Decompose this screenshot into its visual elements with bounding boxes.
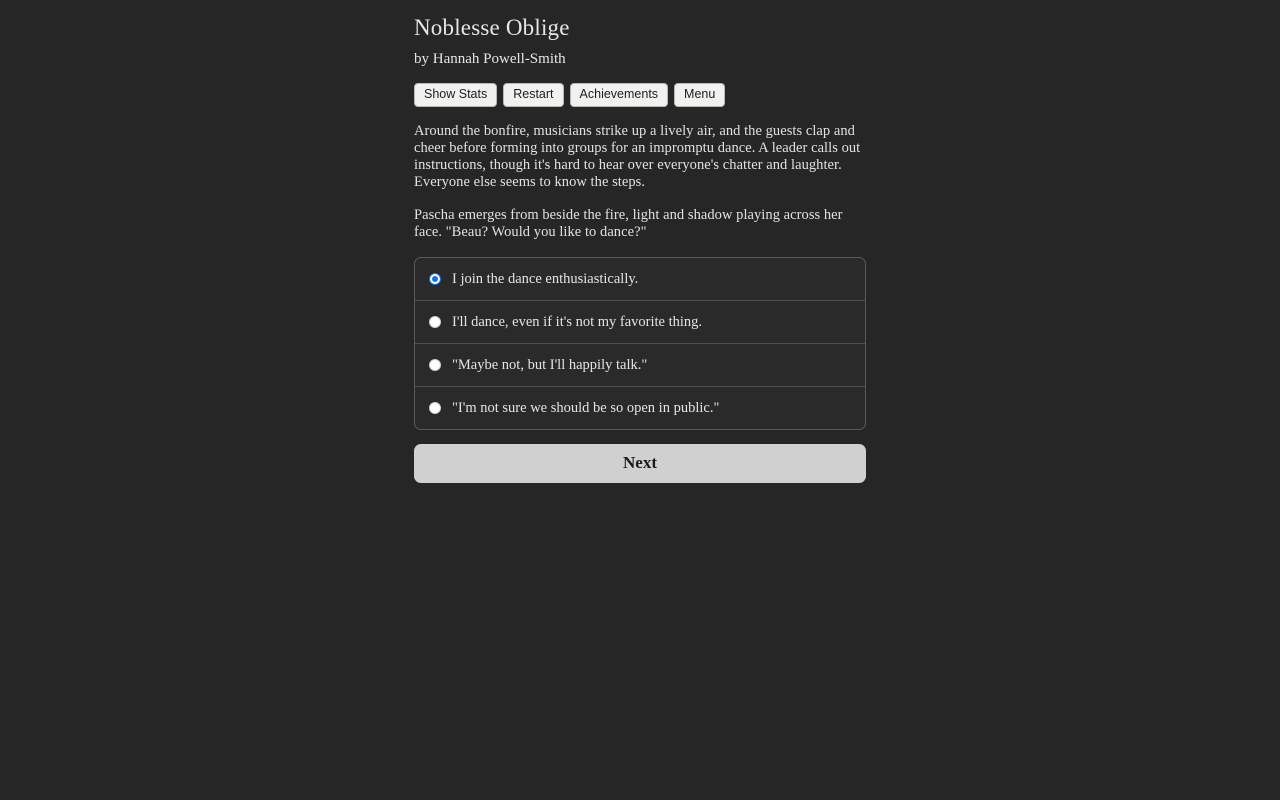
radio-button-icon[interactable] [429, 402, 441, 414]
choice-option[interactable] [415, 258, 865, 301]
next-button[interactable]: Next [414, 444, 866, 483]
story-text [414, 123, 866, 241]
choice-option[interactable] [415, 344, 865, 387]
choice-option[interactable] [415, 387, 865, 429]
choice-label: "Maybe not, but I'll happily talk." [452, 357, 648, 374]
game-toolbar [414, 83, 866, 108]
game-container [414, 0, 866, 483]
choice-label: I join the dance enthusiastically. [452, 271, 639, 288]
choice-label: "I'm not sure we should be so open in public." [452, 400, 720, 417]
achievements-button[interactable]: Achievements [570, 83, 669, 108]
page-title: Noblesse Oblige [414, 15, 570, 40]
author-byline: by Hannah Powell-Smith [414, 50, 566, 67]
menu-button[interactable]: Menu [674, 83, 725, 108]
story-paragraph: Around the bonfire, musicians strike up a lively air, and the guests clap and cheer before forming into groups for an impromptu dance. A leader calls out instructions, though it's hard to hear over everyone's chatter and laughter. Everyone else seems to know the steps. [414, 123, 861, 191]
story-paragraph: Pascha emerges from beside the fire, light and shadow playing across her face. "Beau? Would you like to dance?" [414, 207, 843, 241]
radio-button-icon[interactable] [429, 316, 441, 328]
radio-button-icon[interactable] [429, 273, 441, 285]
radio-button-icon[interactable] [429, 359, 441, 371]
choice-list [414, 257, 866, 430]
choice-label: I'll dance, even if it's not my favorite thing. [452, 314, 703, 331]
restart-button[interactable]: Restart [503, 83, 563, 108]
show-stats-button[interactable]: Show Stats [414, 83, 497, 108]
choice-option[interactable] [415, 301, 865, 344]
